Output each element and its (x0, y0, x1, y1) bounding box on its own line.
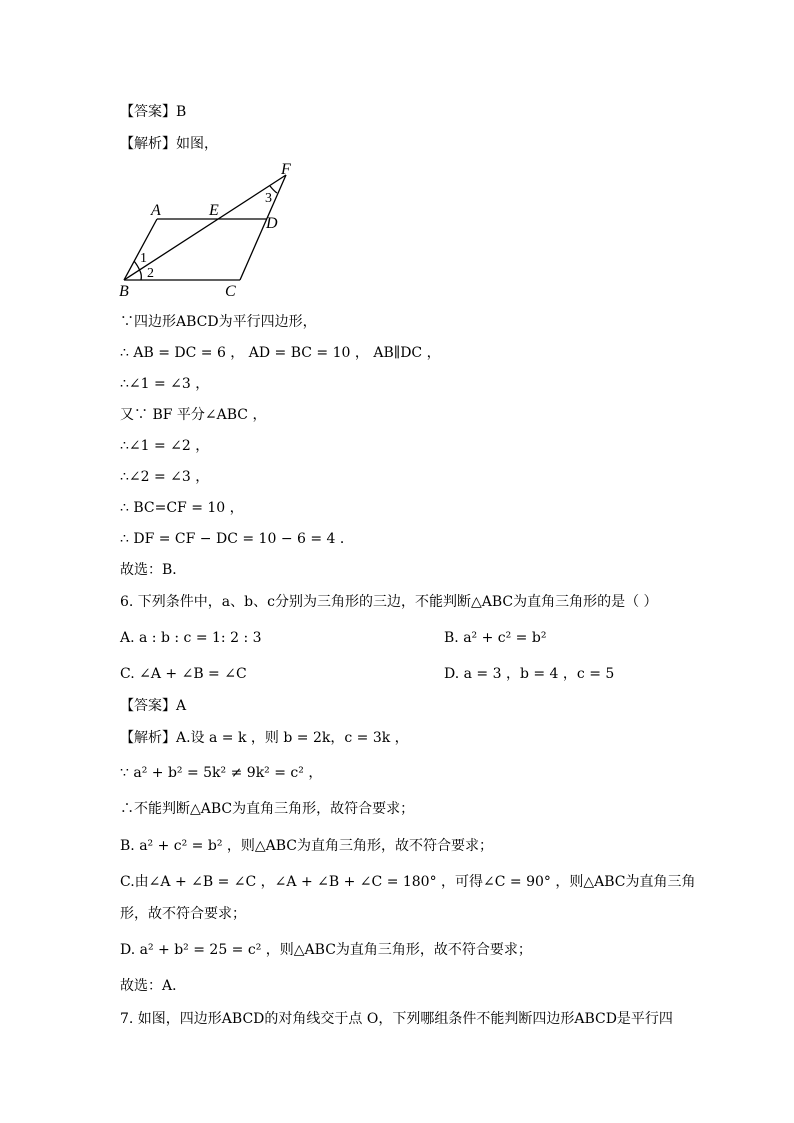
q6-stem: 6. 下列条件中，a、b、c分别为三角形的三边，不能判断△ABC为直角三角形的是（ ） (120, 594, 658, 610)
analysis-label: 【解析】如图， (120, 136, 218, 152)
q6-analysis-line: ∵ a² + b² = 5k² ≠ 9k² = c² ， (120, 765, 323, 781)
angle-arc-2 (140, 271, 141, 280)
label-angle-3: 3 (265, 191, 272, 206)
q6-option-d: D. a = 3 ，b = 4 ，c = 5 (444, 666, 615, 682)
q6-analysis-line: 形，故不符合要求； (120, 906, 246, 922)
q6-analysis-line: 【解析】A.设 a = k ，则 b = 2k，c = 3k ， (120, 730, 409, 746)
q6-analysis-line: ∴不能判断△ABC为直角三角形，故符合要求； (120, 801, 415, 817)
q6-analysis-line: B. a² + c² = b² ，则△ABC为直角三角形，故不符合要求； (120, 838, 494, 854)
proof-line: ∴∠1 = ∠2 ， (120, 438, 210, 454)
proof-line: ∴ DF = CF − DC = 10 − 6 = 4 ． (120, 531, 354, 547)
label-angle-2: 2 (147, 266, 154, 281)
answer-line: 【答案】B (120, 104, 187, 120)
segment-CF (240, 175, 286, 280)
q6-conclusion: 故选：A． (120, 978, 187, 994)
proof-line: ∴ BC=CF = 10 ， (120, 500, 244, 516)
label-D: D (266, 215, 278, 232)
q6-option-a: A. a : b : c = 1: 2 : 3 (120, 630, 262, 646)
q7-stem: 7. 如图，四边形ABCD的对角线交于点 O，下列哪组条件不能判断四边形ABCD是平行四 (120, 1011, 673, 1027)
parallelogram-figure (110, 158, 310, 303)
label-C: C (225, 283, 236, 300)
segment-BF (124, 175, 286, 280)
q6-analysis-line: D. a² + b² = 25 = c² ，则△ABC为直角三角形，故不符合要求； (120, 942, 532, 958)
label-A: A (151, 202, 161, 219)
label-angle-1: 1 (140, 251, 147, 266)
proof-line: ∴∠1 = ∠3 ， (120, 376, 210, 392)
q6-option-b: B. a² + c² = b² (444, 630, 547, 646)
proof-line: ∴ AB = DC = 6 ， AD = BC = 10 ， AB∥DC ， (120, 345, 441, 361)
label-E: E (209, 202, 219, 219)
proof-line: ∴∠2 = ∠3 ， (120, 469, 210, 485)
proof-line: ∵四边形ABCD为平行四边形， (120, 314, 317, 330)
proof-conclusion: 故选：B． (120, 562, 187, 578)
q6-answer: 【答案】A (120, 698, 187, 714)
proof-line: 又∵ BF 平分∠ABC ， (120, 407, 267, 423)
q6-option-c: C. ∠A + ∠B = ∠C (120, 666, 247, 682)
label-F: F (281, 161, 291, 178)
q6-analysis-line: C.由∠A + ∠B = ∠C ，∠A + ∠B + ∠C = 180° ，可得∠C = 90° ，则△ABC为直角三角 (120, 874, 696, 890)
label-B: B (119, 283, 129, 300)
